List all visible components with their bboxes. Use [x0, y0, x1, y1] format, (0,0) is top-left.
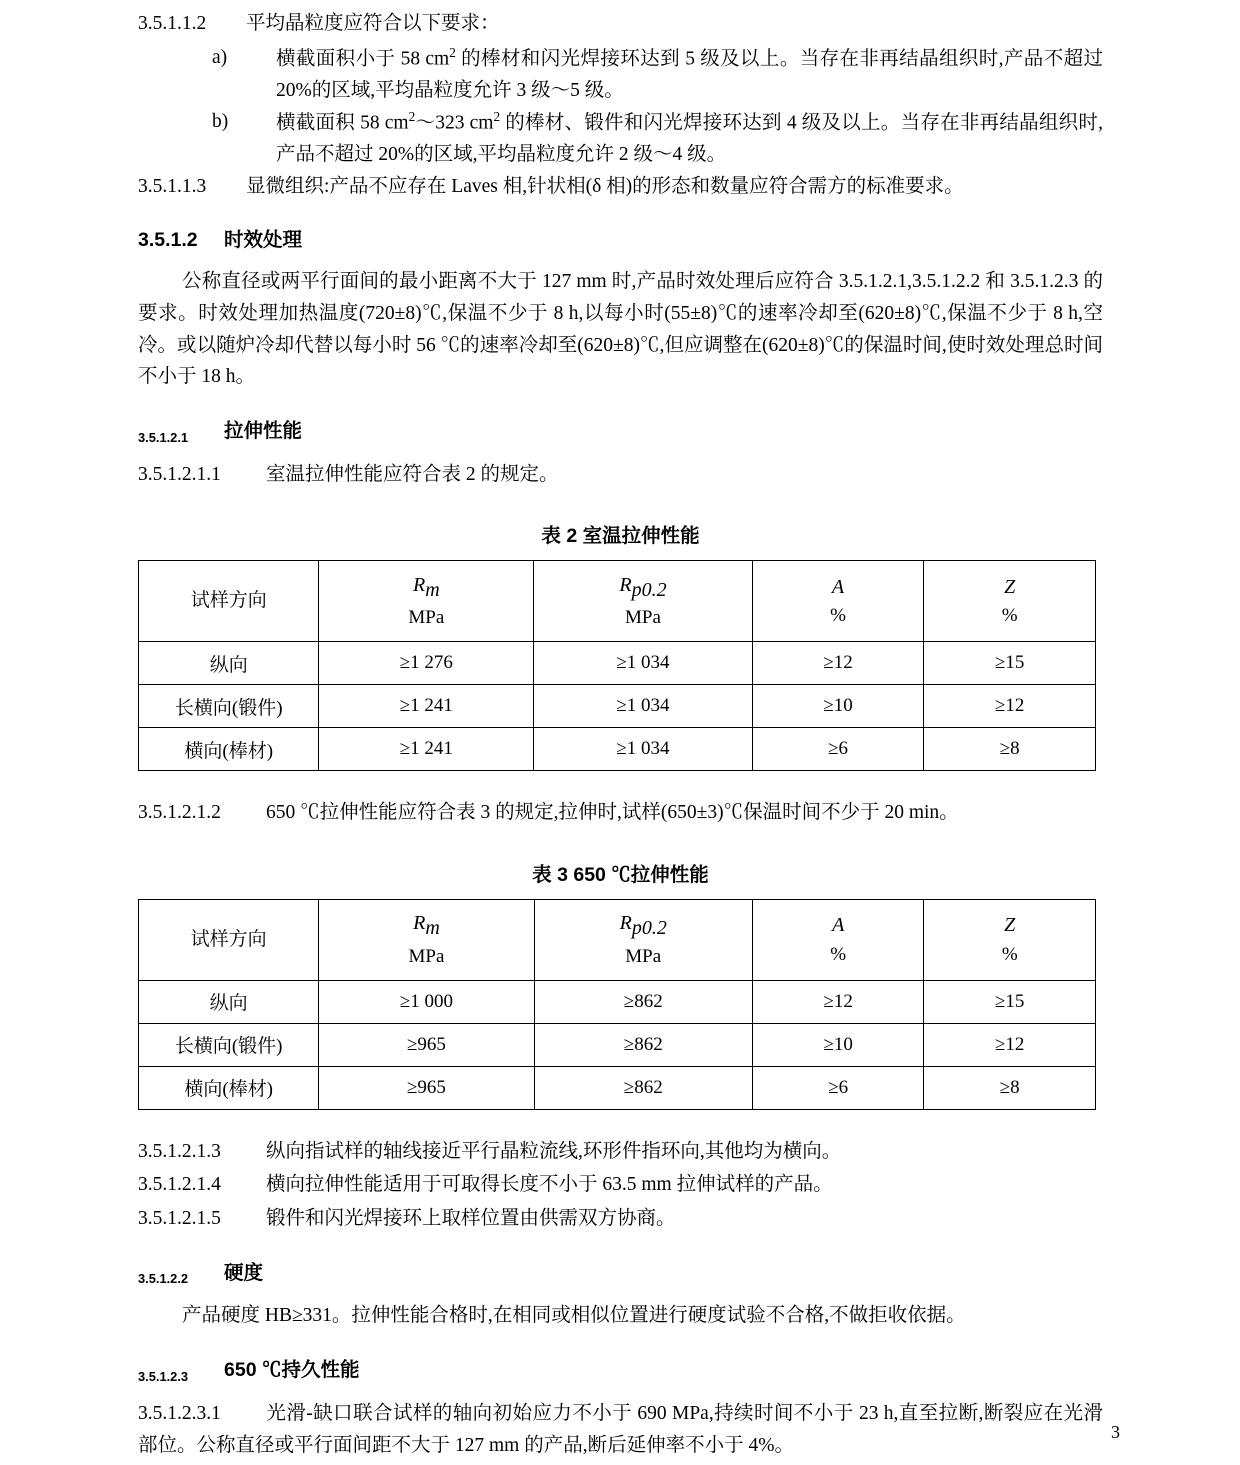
header-symbol: R	[619, 912, 632, 935]
clause-text: 室温拉伸性能应符合表 2 的规定。	[266, 463, 559, 485]
heading-title: 硬度	[224, 1261, 264, 1284]
heading-number: 3.5.1.2.2	[138, 1271, 189, 1287]
text-fragment: 的棒材和闪光焊接环达到 5 级及以上。当存在非再结晶组织时,产品不超过 20%的区域,平均晶粒度允许 3 级～5 级。	[276, 48, 1103, 101]
page-content	[138, 8, 1103, 1463]
clause-number: 3.5.1.2.3.1	[138, 1402, 221, 1424]
table-cell: ≥1 276	[319, 642, 534, 685]
heading-3-5-1-2-3	[138, 1354, 1103, 1384]
table-cell: ≥1 000	[319, 980, 534, 1023]
table-cell: ≥965	[319, 1066, 534, 1109]
table-cell: 长横向(锻件)	[139, 685, 319, 728]
text-fragment: 横截面积小于 58 cm	[276, 48, 450, 70]
text-fragment: 的棒材、锻件和闪光焊接环达到 4 级及以上。当存在非再结晶组织时,产品不超过 20%的区域,平均晶粒度允许 2 级～4 级。	[276, 112, 1103, 166]
clause-number: 3.5.1.2.1.1	[138, 463, 221, 485]
page-number: 3	[1111, 1422, 1120, 1442]
clause-number: 3.5.1.2.1.4	[138, 1174, 221, 1196]
table-cell: ≥12	[924, 685, 1096, 728]
clause-3-5-1-2-1-1	[138, 459, 1103, 491]
table-cell: ≥862	[534, 1066, 752, 1109]
list-item	[138, 106, 1103, 171]
clause-text: 显微组织:产品不应存在 Laves 相,针状相(δ 相)的形态和数量应符合需方的标准要求。	[246, 175, 964, 197]
clause-3-5-1-1-3	[138, 171, 1103, 203]
text-fragment: 横截面积 58 cm	[276, 112, 409, 134]
table-cell: ≥862	[534, 980, 752, 1023]
table-header-cell	[924, 899, 1096, 980]
heading-number: 3.5.1.2.3	[138, 1368, 189, 1384]
list-marker-b: b)	[212, 111, 229, 133]
clause-3-5-1-2-1-4	[138, 1169, 1103, 1201]
header-unit: %	[830, 605, 846, 627]
clause-text: 650 ℃拉伸性能应符合表 3 的规定,拉伸时,试样(650±3)℃保温时间不少于 20 min。	[266, 802, 959, 824]
superscript: 2	[408, 109, 416, 125]
clause-text: 平均晶粒度应符合以下要求：	[246, 13, 500, 34]
paragraph-hardness: 产品硬度 HB≥331。拉伸性能合格时,在相同或相似位置进行硬度试验不合格,不做拒收依据。	[182, 1305, 966, 1327]
clause-3-5-1-2-1-3	[138, 1136, 1103, 1168]
table-cell: 横向(棒材)	[139, 1066, 319, 1109]
header-unit: MPa	[625, 945, 662, 967]
table-650c-tensile	[138, 899, 1096, 1110]
heading-title: 时效处理	[224, 229, 303, 252]
table-cell: ≥1 241	[319, 728, 534, 771]
table-cell: ≥1 034	[534, 642, 753, 685]
header-symbol-sub: m	[425, 578, 440, 601]
table-header-cell	[752, 561, 924, 642]
table-cell: ≥1 034	[534, 685, 753, 728]
heading-number: 3.5.1.2	[138, 229, 198, 252]
clause-number: 3.5.1.2.1.3	[138, 1140, 221, 1162]
header-label: 试样方向	[190, 928, 267, 950]
header-symbol: A	[831, 575, 845, 598]
header-symbol: A	[832, 914, 845, 937]
table-header-cell	[752, 899, 924, 980]
clause-number: 3.5.1.1.2	[138, 13, 207, 34]
table-cell: 长横向(锻件)	[139, 1023, 319, 1066]
header-symbol: Z	[1004, 914, 1016, 937]
clause-text: 锻件和闪光焊接环上取样位置由供需双方协商。	[266, 1207, 676, 1229]
table-header-row	[139, 561, 1096, 642]
table-row	[139, 1023, 1096, 1066]
clause-3-5-1-2-1-2	[138, 797, 1103, 829]
superscript: 2	[493, 109, 501, 125]
clause-3-5-1-1-2	[138, 8, 1103, 40]
clause-3-5-1-2-3-1	[138, 1398, 1103, 1461]
table-cell: ≥10	[752, 1023, 924, 1066]
table-header-cell	[139, 561, 319, 642]
heading-title: 650 ℃持久性能	[224, 1359, 360, 1382]
table-header-cell	[139, 899, 319, 980]
table-cell: ≥15	[924, 642, 1096, 685]
table-cell: 纵向	[139, 980, 319, 1023]
clause-number: 3.5.1.2.1.5	[138, 1207, 221, 1229]
header-symbol-sub: p0.2	[631, 916, 667, 939]
table-room-temp-tensile	[138, 560, 1096, 771]
table-3-caption: 表 3 650 ℃拉伸性能	[532, 863, 709, 886]
table-cell: ≥6	[752, 1066, 924, 1109]
header-label: 试样方向	[190, 590, 267, 611]
clause-text: 纵向指试样的轴线接近平行晶粒流线,环形件指环向,其他均为横向。	[266, 1140, 842, 1162]
table-cell: ≥965	[319, 1023, 534, 1066]
table-row	[139, 642, 1096, 685]
paragraph-aging: 公称直径或两平行面间的最小距离不大于 127 mm 时,产品时效处理后应符合 3.5.1.2.1,3.5.1.2.2 和 3.5.1.2.3 的要求。时效处理加热温度(720±8)℃,保温不少于 8 h,以每小时(55±8)℃的速率冷却至(620±8)℃,保温不少于 8 h,空冷。或以随炉冷却代替以每小时 56 ℃的速率冷却至(620±8)℃,但应调整在(620±8)℃的保温时间,使时效处理总时间不小于 18 h。	[138, 271, 1103, 388]
table-header-row	[139, 899, 1096, 980]
header-symbol-sub: p0.2	[631, 578, 667, 601]
superscript: 2	[449, 44, 456, 60]
heading-3-5-1-2	[138, 224, 1103, 252]
heading-3-5-1-2-2	[138, 1257, 1103, 1287]
list-item	[138, 42, 1103, 107]
clause-3-5-1-2-1-5	[138, 1203, 1103, 1235]
heading-number: 3.5.1.2.1	[138, 429, 189, 445]
table-2-caption: 表 2 室温拉伸性能	[541, 525, 700, 548]
table-cell: ≥1 241	[319, 685, 534, 728]
table-cell: ≥12	[752, 980, 924, 1023]
table-cell: ≥8	[924, 1066, 1096, 1109]
header-symbol: R	[619, 573, 632, 596]
table-cell: ≥8	[924, 728, 1096, 771]
table-cell: ≥12	[752, 642, 924, 685]
table-cell: ≥6	[752, 728, 924, 771]
table-cell: ≥862	[534, 1023, 752, 1066]
table-cell: 横向(棒材)	[139, 728, 319, 771]
header-symbol: Z	[1004, 575, 1016, 598]
text-fragment: ～323 cm	[415, 112, 494, 134]
table-row	[139, 685, 1096, 728]
clause-number: 3.5.1.1.3	[138, 175, 207, 197]
header-unit: MPa	[625, 607, 661, 629]
heading-title: 拉伸性能	[224, 419, 303, 442]
list-item-a-text	[276, 42, 1103, 107]
header-unit: MPa	[408, 607, 445, 629]
table-cell: ≥12	[924, 1023, 1096, 1066]
table-header-cell	[534, 899, 752, 980]
clause-text: 横向拉伸性能适用于可取得长度不小于 63.5 mm 拉伸试样的产品。	[266, 1174, 833, 1196]
header-unit: %	[1001, 605, 1018, 627]
header-unit: %	[830, 943, 847, 965]
table-cell: ≥1 034	[534, 728, 753, 771]
header-unit: %	[1001, 943, 1018, 965]
clause-text: 光滑-缺口联合试样的轴向初始应力不小于 690 MPa,持续时间不小于 23 h,直至拉断,断裂应在光滑部位。公称直径或平行面间距不大于 127 mm 的产品,断后延伸率不小于 4%。	[138, 1402, 1103, 1456]
table-cell: ≥15	[924, 980, 1096, 1023]
table-row	[139, 980, 1096, 1023]
list-item-b-text	[276, 106, 1103, 171]
header-symbol-sub: m	[425, 916, 440, 939]
header-symbol: R	[412, 573, 426, 596]
table-cell: 纵向	[139, 642, 319, 685]
table-header-cell	[319, 899, 534, 980]
table-row	[139, 1066, 1096, 1109]
table-row	[139, 728, 1096, 771]
table-header-cell	[534, 561, 753, 642]
table-header-cell	[924, 561, 1096, 642]
header-unit: MPa	[408, 945, 445, 967]
list-marker-a: a)	[212, 46, 228, 68]
header-symbol: R	[413, 912, 426, 935]
clause-number: 3.5.1.2.1.2	[138, 802, 221, 824]
table-cell: ≥10	[752, 685, 924, 728]
heading-3-5-1-2-1	[138, 415, 1103, 445]
table-header-cell	[319, 561, 534, 642]
